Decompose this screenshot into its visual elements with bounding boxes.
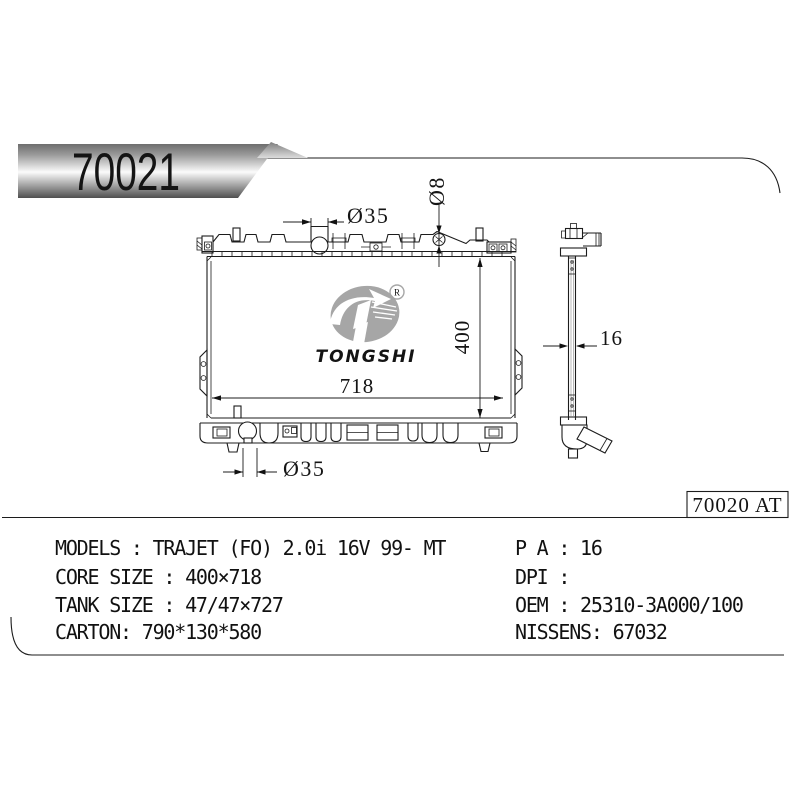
drain-plug (239, 422, 257, 440)
dim-label-height: 400 (450, 319, 474, 355)
side-bracket-right (515, 349, 522, 395)
dimension-outlet-diameter (223, 448, 325, 481)
spec-left-column (55, 536, 446, 644)
spec-right-column (515, 536, 743, 644)
dimension-filler-diameter (283, 203, 389, 236)
spec-line-carton: CARTON: 790*130*580 (55, 620, 261, 644)
part-number-banner (18, 142, 308, 202)
filler-cap-side (566, 229, 583, 239)
bottom-mount-tab (234, 406, 241, 418)
hose-bracket-1 (333, 233, 345, 249)
spec-line-dpi: DPI : (515, 565, 570, 589)
hose-bracket-2 (402, 233, 414, 249)
foot-right (479, 443, 490, 452)
dim-label-filler: Ø35 (347, 203, 390, 228)
dimension-core-width (212, 374, 503, 401)
dim-label-vent: Ø8 (424, 176, 449, 206)
dim-label-thickness: 16 (600, 326, 623, 350)
center-bracket (370, 243, 382, 251)
ref-label: 70020 AT (692, 493, 783, 517)
frame-top-border (262, 158, 780, 193)
dimension-vent-diameter (424, 176, 449, 267)
dimension-core-height (450, 258, 483, 418)
top-tank (197, 227, 516, 257)
side-bracket-left (200, 350, 207, 396)
spec-line-tank-size: TANK SIZE : 47/47×727 (55, 593, 283, 617)
spec-line-models: MODELS : TRAJET (FO) 2.0i 16V 99- MT (55, 536, 446, 560)
top-mount-tab-right (476, 228, 483, 241)
foot-left (227, 443, 239, 452)
brand-logo (315, 281, 416, 367)
spec-line-pa: P A : 16 (515, 536, 602, 560)
dim-label-width: 718 (339, 374, 375, 398)
outlet-pipe-side (577, 427, 612, 453)
spec-line-core-size: CORE SIZE : 400×718 (55, 565, 261, 589)
part-number: 70021 (72, 143, 180, 202)
dimension-core-thickness (543, 326, 623, 350)
registered-mark-letter: R (393, 287, 401, 298)
logo-name: TONGSHI (315, 347, 417, 367)
dim-label-outlet: Ø35 (283, 456, 326, 481)
spec-line-nissens: NISSENS: 67032 (515, 620, 667, 644)
top-mount-tab-left (233, 228, 240, 241)
bottom-tank (200, 406, 517, 452)
spec-line-oem: OEM : 25310-3A000/100 (515, 593, 743, 617)
